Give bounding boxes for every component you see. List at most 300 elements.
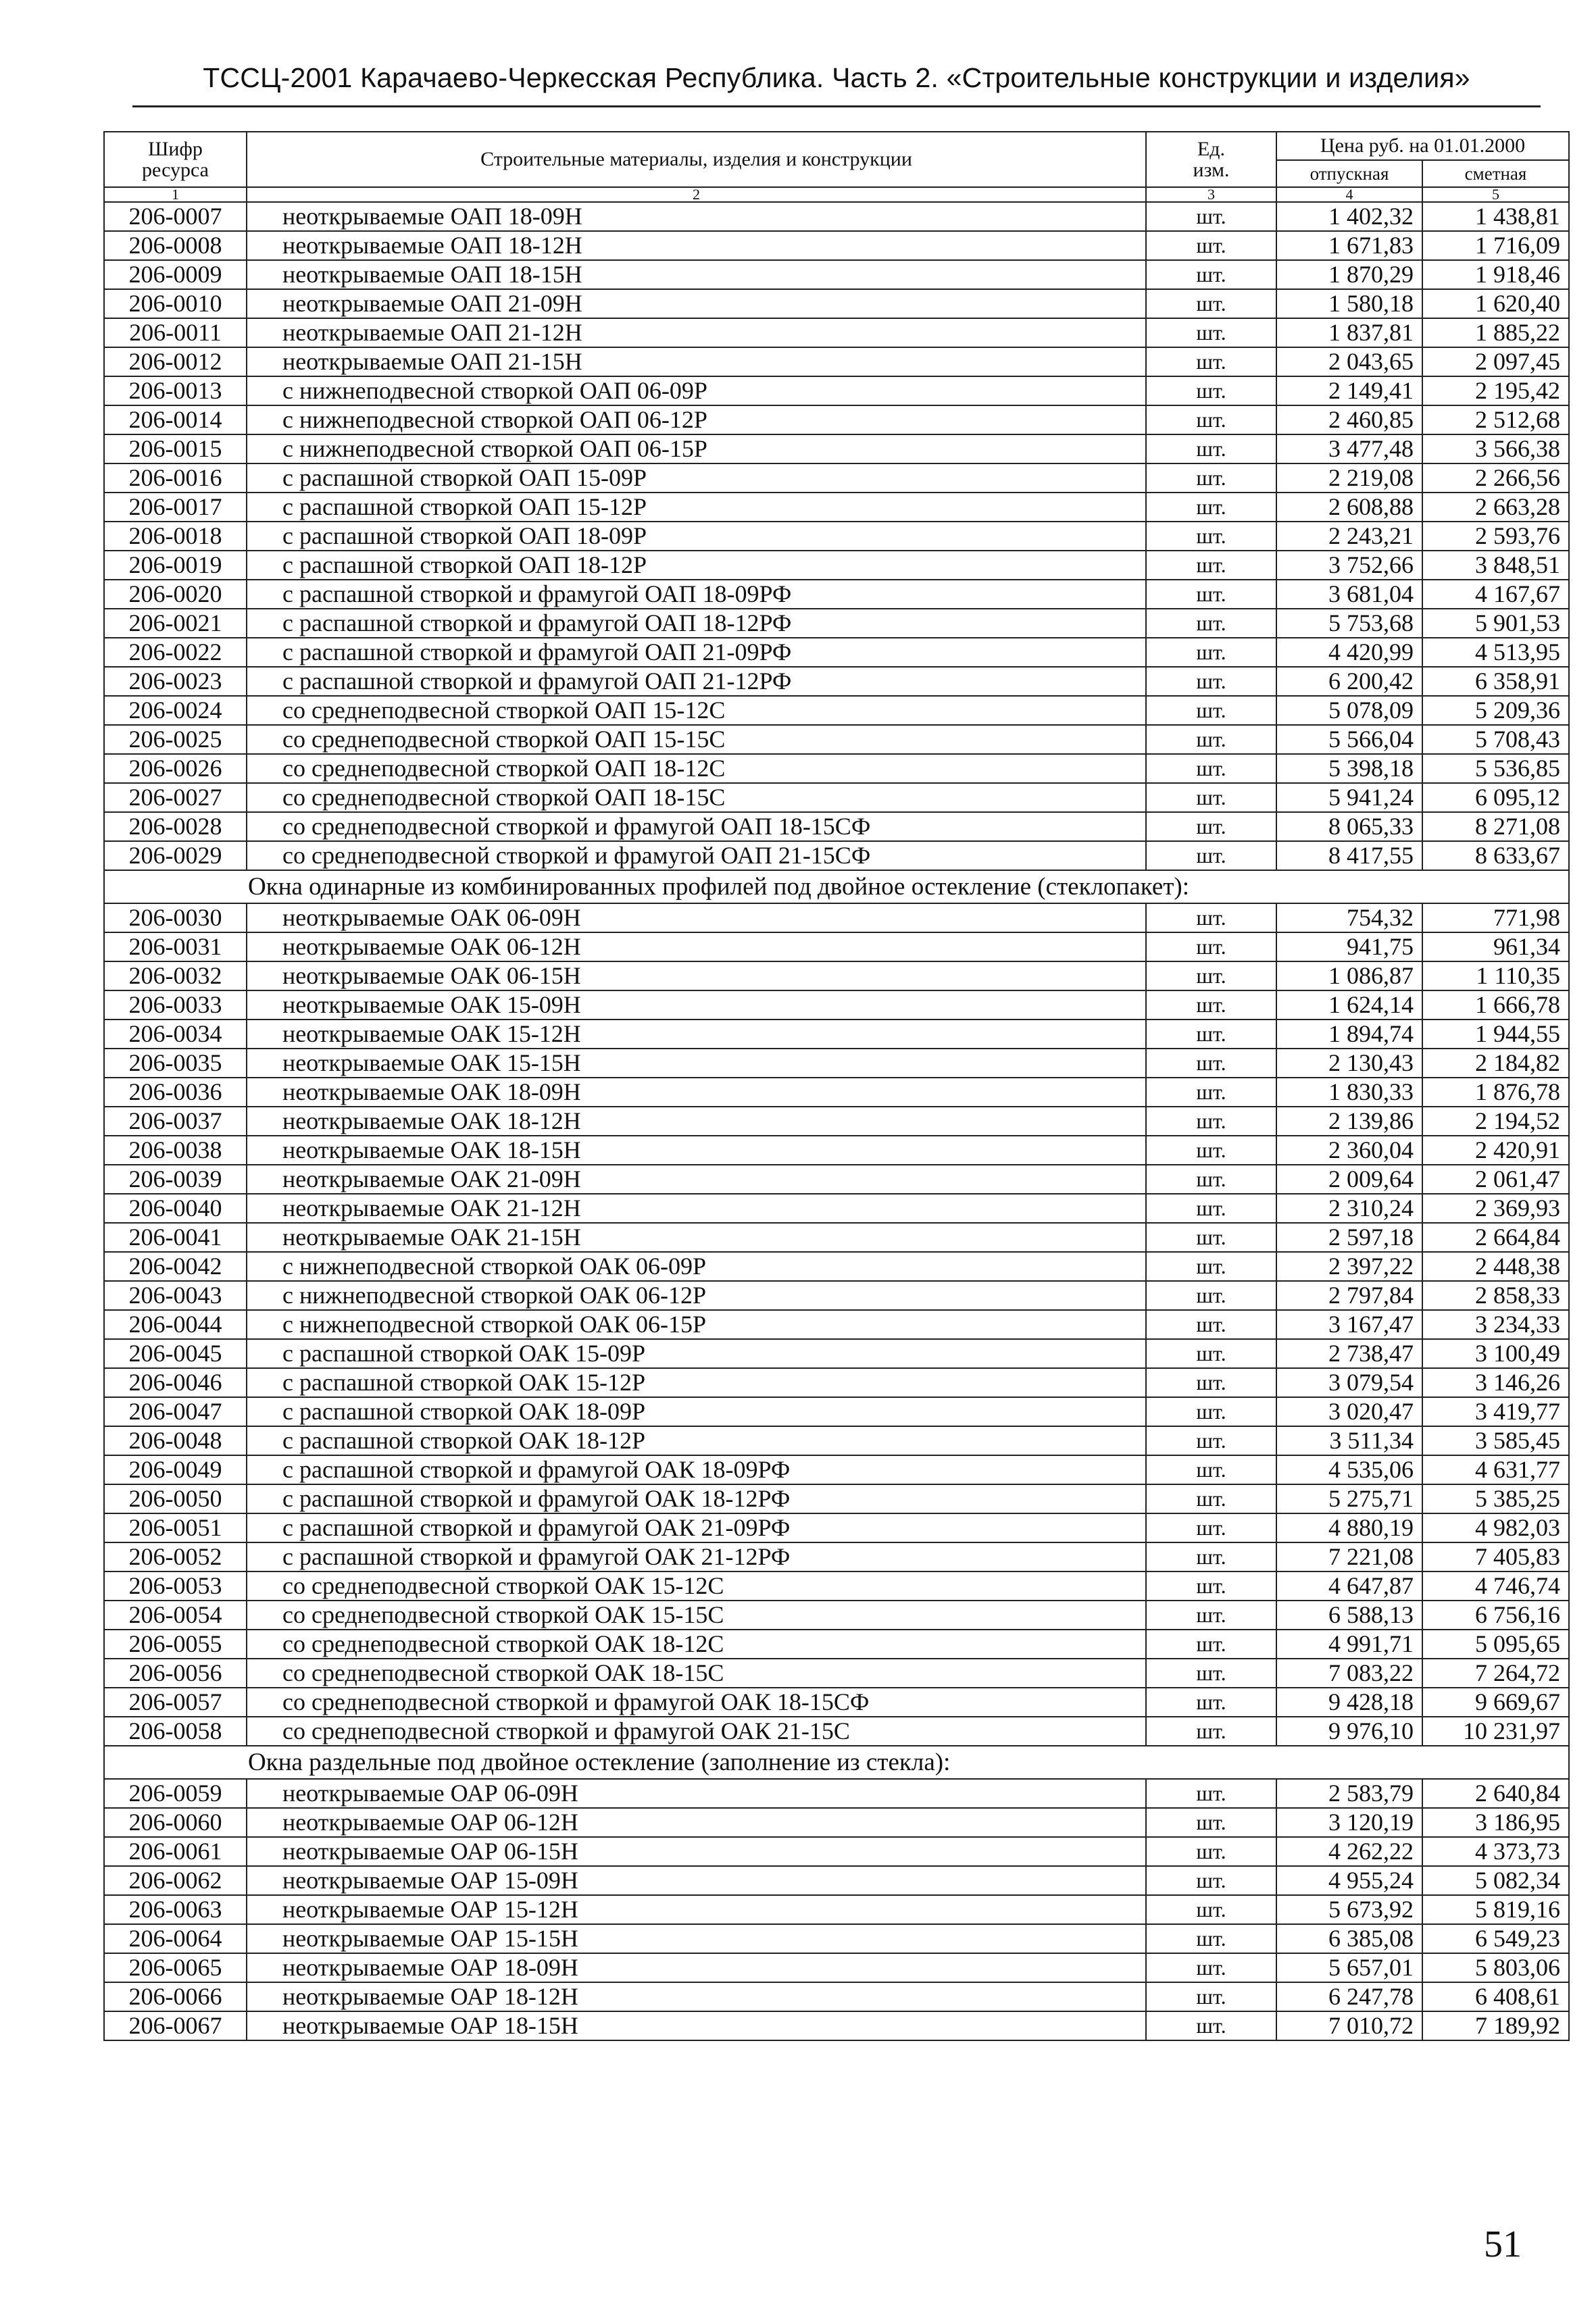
estimate-price: 6 549,23 bbox=[1422, 1924, 1569, 1953]
unit: шт. bbox=[1146, 1339, 1276, 1368]
estimate-price: 1 620,40 bbox=[1422, 289, 1569, 318]
estimate-price: 10 231,97 bbox=[1422, 1717, 1569, 1746]
table-row bbox=[104, 609, 1569, 638]
release-price: 5 673,92 bbox=[1276, 1895, 1422, 1924]
column-number: 5 bbox=[1422, 187, 1569, 202]
release-price: 5 941,24 bbox=[1276, 783, 1422, 812]
release-price: 3 752,66 bbox=[1276, 551, 1422, 580]
unit: шт. bbox=[1146, 318, 1276, 347]
material-name: неоткрываемые ОАР 18-15Н bbox=[247, 2011, 1146, 2040]
release-price: 2 009,64 bbox=[1276, 1165, 1422, 1194]
table-row bbox=[104, 231, 1569, 260]
resource-code: 206-0008 bbox=[104, 231, 247, 260]
column-number: 2 bbox=[247, 187, 1146, 202]
material-name: со среднеподвесной створкой ОАК 18-12С bbox=[247, 1630, 1146, 1659]
estimate-price: 6 408,61 bbox=[1422, 1982, 1569, 2011]
estimate-price: 3 100,49 bbox=[1422, 1339, 1569, 1368]
estimate-price: 1 944,55 bbox=[1422, 1020, 1569, 1049]
table-row bbox=[104, 783, 1569, 812]
table-row bbox=[104, 812, 1569, 841]
material-name: с распашной створкой и фрамугой ОАП 21-12РФ bbox=[247, 667, 1146, 696]
resource-code: 206-0065 bbox=[104, 1953, 247, 1982]
table-row bbox=[104, 347, 1569, 376]
table-row bbox=[104, 2011, 1569, 2040]
unit: шт. bbox=[1146, 1630, 1276, 1659]
estimate-price: 961,34 bbox=[1422, 932, 1569, 961]
estimate-price: 4 167,67 bbox=[1422, 580, 1569, 609]
release-price: 5 753,68 bbox=[1276, 609, 1422, 638]
table-row bbox=[104, 1397, 1569, 1426]
estimate-price: 4 631,77 bbox=[1422, 1455, 1569, 1484]
material-name: с распашной створкой и фрамугой ОАК 21-12РФ bbox=[247, 1542, 1146, 1571]
estimate-price: 4 982,03 bbox=[1422, 1513, 1569, 1542]
resource-code: 206-0055 bbox=[104, 1630, 247, 1659]
table-row bbox=[104, 1049, 1569, 1078]
table-row bbox=[104, 1339, 1569, 1368]
unit: шт. bbox=[1146, 841, 1276, 870]
unit: шт. bbox=[1146, 1136, 1276, 1165]
estimate-price: 3 146,26 bbox=[1422, 1368, 1569, 1397]
unit: шт. bbox=[1146, 1953, 1276, 1982]
material-name: неоткрываемые ОАП 21-09Н bbox=[247, 289, 1146, 318]
material-name: с распашной створкой ОАК 18-12Р bbox=[247, 1426, 1146, 1455]
unit: шт. bbox=[1146, 1542, 1276, 1571]
resource-code: 206-0031 bbox=[104, 932, 247, 961]
table-row bbox=[104, 1895, 1569, 1924]
unit: шт. bbox=[1146, 1078, 1276, 1107]
resource-code: 206-0023 bbox=[104, 667, 247, 696]
release-price: 3 167,47 bbox=[1276, 1310, 1422, 1339]
table-row bbox=[104, 1542, 1569, 1571]
estimate-price: 8 633,67 bbox=[1422, 841, 1569, 870]
unit: шт. bbox=[1146, 493, 1276, 522]
release-price: 2 608,88 bbox=[1276, 493, 1422, 522]
table-row bbox=[104, 1779, 1569, 1808]
table-row bbox=[104, 1107, 1569, 1136]
resource-code: 206-0033 bbox=[104, 990, 247, 1020]
estimate-price: 2 097,45 bbox=[1422, 347, 1569, 376]
unit: шт. bbox=[1146, 1049, 1276, 1078]
table-row bbox=[104, 1837, 1569, 1866]
estimate-price: 1 716,09 bbox=[1422, 231, 1569, 260]
release-price: 8 417,55 bbox=[1276, 841, 1422, 870]
unit: шт. bbox=[1146, 1601, 1276, 1630]
resource-code: 206-0046 bbox=[104, 1368, 247, 1397]
unit: шт. bbox=[1146, 405, 1276, 434]
resource-code: 206-0011 bbox=[104, 318, 247, 347]
resource-code: 206-0007 bbox=[104, 202, 247, 231]
resource-code: 206-0009 bbox=[104, 260, 247, 289]
table-row bbox=[104, 1484, 1569, 1513]
unit: шт. bbox=[1146, 1837, 1276, 1866]
unit: шт. bbox=[1146, 1484, 1276, 1513]
release-price: 6 588,13 bbox=[1276, 1601, 1422, 1630]
resource-code: 206-0026 bbox=[104, 754, 247, 783]
estimate-price: 5 901,53 bbox=[1422, 609, 1569, 638]
unit: шт. bbox=[1146, 1513, 1276, 1542]
release-price: 2 360,04 bbox=[1276, 1136, 1422, 1165]
estimate-price: 5 209,36 bbox=[1422, 696, 1569, 725]
estimate-price: 4 373,73 bbox=[1422, 1837, 1569, 1866]
release-price: 9 976,10 bbox=[1276, 1717, 1422, 1746]
resource-code: 206-0040 bbox=[104, 1194, 247, 1223]
table-row bbox=[104, 1252, 1569, 1281]
release-price: 2 149,41 bbox=[1276, 376, 1422, 405]
material-name: с распашной створкой ОАП 18-09Р bbox=[247, 522, 1146, 551]
table-row bbox=[104, 961, 1569, 990]
unit: шт. bbox=[1146, 696, 1276, 725]
material-name: неоткрываемые ОАП 21-12Н bbox=[247, 318, 1146, 347]
release-price: 754,32 bbox=[1276, 903, 1422, 932]
section-row bbox=[104, 1746, 1569, 1779]
release-price: 2 397,22 bbox=[1276, 1252, 1422, 1281]
table-row bbox=[104, 493, 1569, 522]
header-code: Шифр ресурса bbox=[104, 132, 247, 187]
estimate-price: 4 746,74 bbox=[1422, 1571, 1569, 1601]
resource-code: 206-0041 bbox=[104, 1223, 247, 1252]
release-price: 2 043,65 bbox=[1276, 347, 1422, 376]
unit: шт. bbox=[1146, 667, 1276, 696]
release-price: 2 460,85 bbox=[1276, 405, 1422, 434]
unit: шт. bbox=[1146, 812, 1276, 841]
resource-code: 206-0060 bbox=[104, 1808, 247, 1837]
section-title: Окна раздельные под двойное остекление (заполнение из стекла): bbox=[104, 1746, 1569, 1779]
table-row bbox=[104, 1953, 1569, 1982]
table-row bbox=[104, 667, 1569, 696]
material-name: со среднеподвесной створкой и фрамугой ОАК 18-15СФ bbox=[247, 1688, 1146, 1717]
header-price: Цена руб. на 01.01.2000 bbox=[1276, 132, 1569, 160]
table-row bbox=[104, 1866, 1569, 1895]
table-row bbox=[104, 1223, 1569, 1252]
resource-code: 206-0064 bbox=[104, 1924, 247, 1953]
release-price: 9 428,18 bbox=[1276, 1688, 1422, 1717]
release-price: 5 078,09 bbox=[1276, 696, 1422, 725]
table-row bbox=[104, 405, 1569, 434]
material-name: с нижнеподвесной створкой ОАК 06-09Р bbox=[247, 1252, 1146, 1281]
material-name: неоткрываемые ОАК 18-12Н bbox=[247, 1107, 1146, 1136]
resource-code: 206-0024 bbox=[104, 696, 247, 725]
material-name: неоткрываемые ОАР 06-09Н bbox=[247, 1779, 1146, 1808]
release-price: 1 580,18 bbox=[1276, 289, 1422, 318]
estimate-price: 2 663,28 bbox=[1422, 493, 1569, 522]
material-name: с нижнеподвесной створкой ОАК 06-15Р bbox=[247, 1310, 1146, 1339]
release-price: 3 020,47 bbox=[1276, 1397, 1422, 1426]
resource-code: 206-0044 bbox=[104, 1310, 247, 1339]
resource-code: 206-0022 bbox=[104, 638, 247, 667]
section-title: Окна одинарные из комбинированных профилей под двойное остекление (стеклопакет): bbox=[104, 870, 1569, 903]
resource-code: 206-0067 bbox=[104, 2011, 247, 2040]
estimate-price: 1 876,78 bbox=[1422, 1078, 1569, 1107]
resource-code: 206-0059 bbox=[104, 1779, 247, 1808]
resource-code: 206-0050 bbox=[104, 1484, 247, 1513]
estimate-price: 2 512,68 bbox=[1422, 405, 1569, 434]
material-name: со среднеподвесной створкой ОАП 15-15С bbox=[247, 725, 1146, 754]
release-price: 2 597,18 bbox=[1276, 1223, 1422, 1252]
table-row bbox=[104, 638, 1569, 667]
material-name: с распашной створкой ОАП 15-09Р bbox=[247, 463, 1146, 493]
table-row bbox=[104, 1078, 1569, 1107]
unit: шт. bbox=[1146, 1779, 1276, 1808]
material-name: неоткрываемые ОАК 21-09Н bbox=[247, 1165, 1146, 1194]
table-row bbox=[104, 1571, 1569, 1601]
table-row bbox=[104, 434, 1569, 463]
release-price: 7 083,22 bbox=[1276, 1659, 1422, 1688]
material-name: неоткрываемые ОАР 06-12Н bbox=[247, 1808, 1146, 1837]
unit: шт. bbox=[1146, 1659, 1276, 1688]
estimate-price: 1 666,78 bbox=[1422, 990, 1569, 1020]
resource-code: 206-0054 bbox=[104, 1601, 247, 1630]
table-row bbox=[104, 1659, 1569, 1688]
release-price: 5 657,01 bbox=[1276, 1953, 1422, 1982]
material-name: неоткрываемые ОАК 21-15Н bbox=[247, 1223, 1146, 1252]
unit: шт. bbox=[1146, 1310, 1276, 1339]
material-name: с нижнеподвесной створкой ОАП 06-15Р bbox=[247, 434, 1146, 463]
estimate-price: 6 095,12 bbox=[1422, 783, 1569, 812]
estimate-price: 9 669,67 bbox=[1422, 1688, 1569, 1717]
release-price: 1 624,14 bbox=[1276, 990, 1422, 1020]
estimate-price: 3 848,51 bbox=[1422, 551, 1569, 580]
resource-code: 206-0030 bbox=[104, 903, 247, 932]
table-row bbox=[104, 1513, 1569, 1542]
table-row bbox=[104, 1426, 1569, 1455]
resource-code: 206-0062 bbox=[104, 1866, 247, 1895]
header-unit: Ед. изм. bbox=[1146, 132, 1276, 187]
unit: шт. bbox=[1146, 522, 1276, 551]
unit: шт. bbox=[1146, 1688, 1276, 1717]
table-row bbox=[104, 551, 1569, 580]
material-name: неоткрываемые ОАК 06-12Н bbox=[247, 932, 1146, 961]
unit: шт. bbox=[1146, 903, 1276, 932]
unit: шт. bbox=[1146, 1107, 1276, 1136]
table-row bbox=[104, 841, 1569, 870]
material-name: с распашной створкой и фрамугой ОАК 18-12РФ bbox=[247, 1484, 1146, 1513]
unit: шт. bbox=[1146, 1281, 1276, 1310]
resource-code: 206-0020 bbox=[104, 580, 247, 609]
release-price: 8 065,33 bbox=[1276, 812, 1422, 841]
unit: шт. bbox=[1146, 551, 1276, 580]
estimate-price: 5 536,85 bbox=[1422, 754, 1569, 783]
resource-code: 206-0034 bbox=[104, 1020, 247, 1049]
release-price: 1 870,29 bbox=[1276, 260, 1422, 289]
material-name: со среднеподвесной створкой ОАК 15-12С bbox=[247, 1571, 1146, 1601]
estimate-price: 7 264,72 bbox=[1422, 1659, 1569, 1688]
resource-code: 206-0052 bbox=[104, 1542, 247, 1571]
unit: шт. bbox=[1146, 289, 1276, 318]
estimate-price: 771,98 bbox=[1422, 903, 1569, 932]
resource-code: 206-0015 bbox=[104, 434, 247, 463]
estimate-price: 1 885,22 bbox=[1422, 318, 1569, 347]
resource-code: 206-0016 bbox=[104, 463, 247, 493]
estimate-price: 2 640,84 bbox=[1422, 1779, 1569, 1808]
table-row bbox=[104, 318, 1569, 347]
resource-code: 206-0038 bbox=[104, 1136, 247, 1165]
release-price: 3 079,54 bbox=[1276, 1368, 1422, 1397]
release-price: 4 262,22 bbox=[1276, 1837, 1422, 1866]
table-row bbox=[104, 580, 1569, 609]
resource-code: 206-0036 bbox=[104, 1078, 247, 1107]
estimate-price: 2 664,84 bbox=[1422, 1223, 1569, 1252]
estimate-price: 3 566,38 bbox=[1422, 434, 1569, 463]
material-name: с распашной створкой и фрамугой ОАК 21-09РФ bbox=[247, 1513, 1146, 1542]
estimate-price: 2 061,47 bbox=[1422, 1165, 1569, 1194]
unit: шт. bbox=[1146, 783, 1276, 812]
header-name: Строительные материалы, изделия и конструкции bbox=[247, 132, 1146, 187]
unit: шт. bbox=[1146, 1020, 1276, 1049]
resource-code: 206-0019 bbox=[104, 551, 247, 580]
unit: шт. bbox=[1146, 1194, 1276, 1223]
column-number: 4 bbox=[1276, 187, 1422, 202]
material-name: с распашной створкой ОАП 18-12Р bbox=[247, 551, 1146, 580]
release-price: 1 830,33 bbox=[1276, 1078, 1422, 1107]
resource-code: 206-0051 bbox=[104, 1513, 247, 1542]
estimate-price: 7 405,83 bbox=[1422, 1542, 1569, 1571]
release-price: 5 566,04 bbox=[1276, 725, 1422, 754]
material-name: с распашной створкой и фрамугой ОАП 21-09РФ bbox=[247, 638, 1146, 667]
unit: шт. bbox=[1146, 1223, 1276, 1252]
table-row bbox=[104, 903, 1569, 932]
unit: шт. bbox=[1146, 2011, 1276, 2040]
release-price: 6 385,08 bbox=[1276, 1924, 1422, 1953]
resource-code: 206-0048 bbox=[104, 1426, 247, 1455]
page-header: ТССЦ-2001 Карачаево-Черкесская Республика. Часть 2. «Строительные конструкции и изделия» bbox=[203, 62, 1470, 93]
estimate-price: 5 385,25 bbox=[1422, 1484, 1569, 1513]
unit: шт. bbox=[1146, 1426, 1276, 1455]
table-row bbox=[104, 1982, 1569, 2011]
estimate-price: 4 513,95 bbox=[1422, 638, 1569, 667]
material-name: со среднеподвесной створкой ОАК 15-15С bbox=[247, 1601, 1146, 1630]
resource-code: 206-0063 bbox=[104, 1895, 247, 1924]
estimate-price: 1 110,35 bbox=[1422, 961, 1569, 990]
unit: шт. bbox=[1146, 754, 1276, 783]
resource-code: 206-0042 bbox=[104, 1252, 247, 1281]
table-row bbox=[104, 696, 1569, 725]
resource-code: 206-0025 bbox=[104, 725, 247, 754]
estimate-price: 2 266,56 bbox=[1422, 463, 1569, 493]
table-row bbox=[104, 260, 1569, 289]
resource-code: 206-0018 bbox=[104, 522, 247, 551]
estimate-price: 3 585,45 bbox=[1422, 1426, 1569, 1455]
unit: шт. bbox=[1146, 725, 1276, 754]
table-row bbox=[104, 990, 1569, 1020]
unit: шт. bbox=[1146, 1895, 1276, 1924]
release-price: 5 275,71 bbox=[1276, 1484, 1422, 1513]
release-price: 4 420,99 bbox=[1276, 638, 1422, 667]
release-price: 4 647,87 bbox=[1276, 1571, 1422, 1601]
material-name: со среднеподвесной створкой ОАК 18-15С bbox=[247, 1659, 1146, 1688]
table-row bbox=[104, 1808, 1569, 1837]
table-row bbox=[104, 1630, 1569, 1659]
section-row bbox=[104, 870, 1569, 903]
unit: шт. bbox=[1146, 961, 1276, 990]
resource-code: 206-0012 bbox=[104, 347, 247, 376]
resource-code: 206-0037 bbox=[104, 1107, 247, 1136]
resource-code: 206-0045 bbox=[104, 1339, 247, 1368]
estimate-price: 2 369,93 bbox=[1422, 1194, 1569, 1223]
unit: шт. bbox=[1146, 1866, 1276, 1895]
material-name: с нижнеподвесной створкой ОАП 06-12Р bbox=[247, 405, 1146, 434]
resource-code: 206-0047 bbox=[104, 1397, 247, 1426]
material-name: неоткрываемые ОАК 15-09Н bbox=[247, 990, 1146, 1020]
release-price: 3 120,19 bbox=[1276, 1808, 1422, 1837]
column-number: 1 bbox=[104, 187, 247, 202]
header-release: отпускная bbox=[1276, 160, 1422, 187]
resource-code: 206-0058 bbox=[104, 1717, 247, 1746]
resource-code: 206-0010 bbox=[104, 289, 247, 318]
material-name: с распашной створкой ОАК 18-09Р bbox=[247, 1397, 1146, 1426]
release-price: 941,75 bbox=[1276, 932, 1422, 961]
resource-code: 206-0056 bbox=[104, 1659, 247, 1688]
material-name: со среднеподвесной створкой ОАП 18-12С bbox=[247, 754, 1146, 783]
table-row bbox=[104, 754, 1569, 783]
table-row bbox=[104, 463, 1569, 493]
release-price: 5 398,18 bbox=[1276, 754, 1422, 783]
estimate-price: 2 420,91 bbox=[1422, 1136, 1569, 1165]
release-price: 2 130,43 bbox=[1276, 1049, 1422, 1078]
material-name: неоткрываемые ОАК 06-15Н bbox=[247, 961, 1146, 990]
estimate-price: 1 438,81 bbox=[1422, 202, 1569, 231]
resource-code: 206-0066 bbox=[104, 1982, 247, 2011]
estimate-price: 3 234,33 bbox=[1422, 1310, 1569, 1339]
estimate-price: 3 186,95 bbox=[1422, 1808, 1569, 1837]
estimate-price: 5 819,16 bbox=[1422, 1895, 1569, 1924]
material-name: со среднеподвесной створкой и фрамугой ОАП 21-15СФ bbox=[247, 841, 1146, 870]
table-row bbox=[104, 1717, 1569, 1746]
unit: шт. bbox=[1146, 1252, 1276, 1281]
table-row bbox=[104, 1601, 1569, 1630]
material-name: неоткрываемые ОАР 15-12Н bbox=[247, 1895, 1146, 1924]
estimate-price: 2 195,42 bbox=[1422, 376, 1569, 405]
release-price: 4 535,06 bbox=[1276, 1455, 1422, 1484]
unit: шт. bbox=[1146, 638, 1276, 667]
resource-code: 206-0029 bbox=[104, 841, 247, 870]
estimate-price: 5 708,43 bbox=[1422, 725, 1569, 754]
release-price: 6 247,78 bbox=[1276, 1982, 1422, 2011]
resource-code: 206-0043 bbox=[104, 1281, 247, 1310]
estimate-price: 2 194,52 bbox=[1422, 1107, 1569, 1136]
resource-code: 206-0013 bbox=[104, 376, 247, 405]
estimate-price: 5 082,34 bbox=[1422, 1866, 1569, 1895]
release-price: 7 221,08 bbox=[1276, 1542, 1422, 1571]
release-price: 2 738,47 bbox=[1276, 1339, 1422, 1368]
table-row bbox=[104, 1136, 1569, 1165]
release-price: 1 402,32 bbox=[1276, 202, 1422, 231]
unit: шт. bbox=[1146, 580, 1276, 609]
resource-code: 206-0035 bbox=[104, 1049, 247, 1078]
material-name: неоткрываемые ОАК 15-12Н bbox=[247, 1020, 1146, 1049]
column-number: 3 bbox=[1146, 187, 1276, 202]
resource-code: 206-0017 bbox=[104, 493, 247, 522]
table-row bbox=[104, 289, 1569, 318]
estimate-price: 2 858,33 bbox=[1422, 1281, 1569, 1310]
unit: шт. bbox=[1146, 1924, 1276, 1953]
release-price: 4 955,24 bbox=[1276, 1866, 1422, 1895]
material-name: с распашной створкой и фрамугой ОАП 18-12РФ bbox=[247, 609, 1146, 638]
material-name: с распашной створкой ОАК 15-09Р bbox=[247, 1339, 1146, 1368]
unit: шт. bbox=[1146, 1571, 1276, 1601]
material-name: неоткрываемые ОАК 21-12Н bbox=[247, 1194, 1146, 1223]
material-name: со среднеподвесной створкой ОАП 15-12С bbox=[247, 696, 1146, 725]
material-name: с распашной створкой ОАП 15-12Р bbox=[247, 493, 1146, 522]
material-name: неоткрываемые ОАР 06-15Н bbox=[247, 1837, 1146, 1866]
release-price: 6 200,42 bbox=[1276, 667, 1422, 696]
unit: шт. bbox=[1146, 609, 1276, 638]
estimate-price: 2 593,76 bbox=[1422, 522, 1569, 551]
unit: шт. bbox=[1146, 932, 1276, 961]
table-row bbox=[104, 1281, 1569, 1310]
estimate-price: 2 448,38 bbox=[1422, 1252, 1569, 1281]
unit: шт. bbox=[1146, 1165, 1276, 1194]
material-name: неоткрываемые ОАК 06-09Н bbox=[247, 903, 1146, 932]
